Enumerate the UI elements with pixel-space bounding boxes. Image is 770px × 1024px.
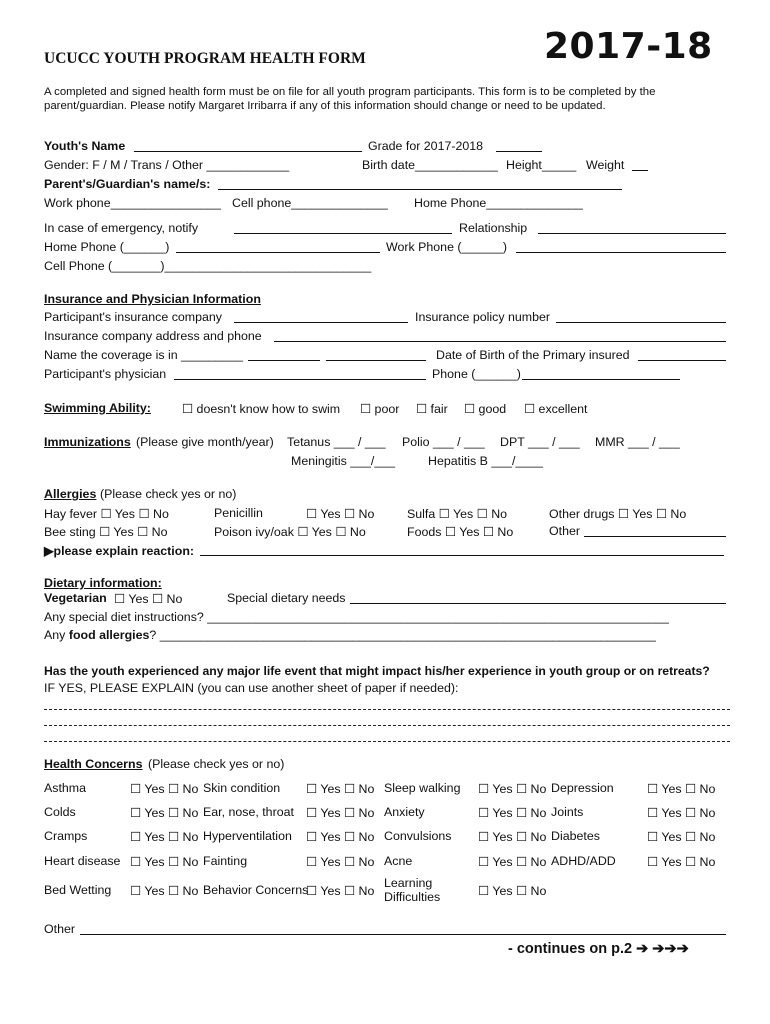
physician-phone-field[interactable]	[522, 367, 680, 380]
dietary-heading-row	[44, 576, 734, 592]
health-yes-no[interactable]: ☐ Yes ☐ No	[130, 782, 199, 796]
hepatitis-field[interactable]: Hepatitis B ___/____	[428, 454, 544, 468]
health-item: Hyperventilation	[203, 829, 292, 843]
health-item: Convulsions	[384, 829, 452, 843]
health-other-field[interactable]	[80, 922, 726, 935]
life-event-row	[44, 664, 734, 680]
physician-row	[44, 367, 734, 383]
youth-name-row	[44, 139, 734, 155]
food-allergies-bold: food allergies	[68, 628, 150, 642]
form-title: UCUCC YOUTH PROGRAM HEALTH FORM	[44, 50, 366, 67]
swim-option-poor[interactable]: ☐ poor	[360, 402, 400, 416]
health-item: Depression	[551, 781, 614, 795]
form-intro: A completed and signed health form must be on file for all youth program participants. This form is to be completed by the parent/guardian. Please notify Margaret Irribarra if any of this information should change or need to be updated.	[44, 86, 656, 112]
diet-instructions-row	[44, 610, 734, 626]
bee-sting-check[interactable]: Bee sting ☐ Yes ☐ No	[44, 525, 168, 539]
relationship-label: Relationship	[459, 221, 528, 235]
vegetarian-row	[44, 591, 734, 607]
life-event-question: Has the youth experienced any major life event that might impact his/her experience in youth group or on retreats?	[44, 664, 710, 678]
cell-phone-field[interactable]: Cell phone______________	[232, 196, 388, 210]
allergies-row-1	[44, 506, 734, 522]
allergies-row-2	[44, 524, 734, 540]
allergies-note: (Please check yes or no)	[100, 487, 237, 501]
insurance-company-row	[44, 310, 734, 326]
form-year: 2017-18	[544, 26, 713, 67]
insurance-company-field[interactable]	[234, 310, 408, 323]
health-item: Colds	[44, 805, 76, 819]
health-yes-no[interactable]: ☐ Yes ☐ No	[130, 806, 199, 820]
immunizations-row-2	[44, 454, 734, 470]
health-yes-no[interactable]: ☐ Yes ☐ No	[478, 884, 547, 898]
allergies-explain-row	[44, 543, 734, 559]
life-event-instruction-row	[44, 681, 734, 697]
policy-number-field[interactable]	[556, 310, 726, 323]
allergies-heading-row	[44, 487, 734, 503]
health-item: Heart disease	[44, 854, 121, 868]
health-other-label: Other	[44, 922, 75, 936]
health-item: Diabetes	[551, 829, 600, 843]
vegetarian-label: Vegetarian	[44, 591, 107, 605]
continues-text: - continues on p.2	[508, 941, 633, 957]
mmr-field[interactable]: MMR ___ / ___	[595, 435, 680, 449]
weight-field[interactable]	[632, 158, 648, 171]
special-needs-field[interactable]	[350, 591, 726, 604]
primary-dob-field[interactable]	[638, 348, 726, 361]
health-item: Fainting	[203, 854, 248, 868]
life-event-line-3[interactable]	[44, 740, 730, 742]
penicillin-label: Penicillin	[214, 506, 263, 520]
polio-field[interactable]: Polio ___ / ___	[402, 435, 485, 449]
health-yes-no[interactable]: ☐ Yes ☐ No	[306, 830, 375, 844]
youth-name-field[interactable]	[134, 139, 362, 152]
health-yes-no[interactable]: ☐ Yes ☐ No	[306, 806, 375, 820]
meningitis-field[interactable]: Meningitis ___/___	[291, 454, 396, 468]
health-yes-no[interactable]: ☐ Yes ☐ No	[478, 830, 547, 844]
health-yes-no[interactable]: ☐ Yes ☐ No	[647, 830, 716, 844]
insurance-address-label: Insurance company address and phone	[44, 329, 262, 343]
health-yes-no[interactable]: ☐ Yes ☐ No	[647, 806, 716, 820]
life-event-instruction: IF YES, PLEASE EXPLAIN (you can use another sheet of paper if needed):	[44, 681, 459, 695]
health-yes-no[interactable]: ☐ Yes ☐ No	[478, 855, 547, 869]
swim-option-good[interactable]: ☐ good	[464, 402, 507, 416]
health-note: (Please check yes or no)	[148, 757, 285, 771]
health-item: Learning Difficulties	[384, 876, 441, 904]
life-event-line-1[interactable]	[44, 708, 730, 710]
gender-label[interactable]: Gender: F / M / Trans / Other ____________	[44, 158, 290, 172]
health-yes-no[interactable]: ☐ Yes ☐ No	[130, 830, 199, 844]
swimming-heading: Swimming Ability:	[44, 401, 151, 415]
health-item: Anxiety	[384, 805, 425, 819]
allergies-heading: Allergies	[44, 487, 97, 501]
immunizations-heading: Immunizations	[44, 435, 131, 449]
other-allergy-label: Other	[549, 524, 580, 538]
insurance-heading: Insurance and Physician Information	[44, 292, 261, 306]
health-item: Asthma	[44, 781, 87, 795]
health-item: Joints	[551, 805, 584, 819]
health-item: Sleep walking	[384, 781, 461, 795]
explain-reaction-label: ▶please explain reaction:	[44, 544, 195, 558]
policy-number-label: Insurance policy number	[415, 310, 550, 324]
parent-field[interactable]	[218, 177, 622, 190]
emergency-cell-row	[44, 259, 734, 275]
parent-row	[44, 177, 734, 193]
special-needs-label: Special dietary needs	[227, 591, 346, 605]
immunizations-row	[44, 435, 734, 451]
health-item: Skin condition	[203, 781, 281, 795]
swim-option-fair[interactable]: ☐ fair	[416, 402, 448, 416]
health-item: Behavior Concerns	[203, 883, 309, 897]
emergency-home-phone-label: Home Phone (______)	[44, 240, 170, 254]
health-item: Ear, nose, throat	[203, 805, 294, 819]
work-phone-field[interactable]: Work phone________________	[44, 196, 221, 210]
health-item: Cramps	[44, 829, 88, 843]
coverage-label: Name the coverage is in _________	[44, 348, 244, 362]
other-allergy-field[interactable]	[584, 524, 726, 537]
continues-note	[508, 941, 689, 957]
food-allergies-field[interactable]	[44, 628, 656, 642]
gender-row	[44, 158, 734, 174]
insurance-address-field[interactable]	[274, 329, 726, 342]
arrow-right-icon: ➔ ➔➔➔	[636, 941, 689, 957]
hay-fever-check[interactable]: Hay fever ☐ Yes ☐ No	[44, 507, 169, 521]
sulfa-check[interactable]: Sulfa ☐ Yes ☐ No	[407, 507, 508, 521]
health-yes-no[interactable]: ☐ Yes ☐ No	[306, 855, 375, 869]
health-yes-no[interactable]: ☐ Yes ☐ No	[478, 806, 547, 820]
emergency-work-phone-field[interactable]	[516, 240, 726, 253]
emergency-notify-field[interactable]	[234, 221, 452, 234]
emergency-phone-row	[44, 240, 734, 256]
insurance-address-row	[44, 329, 734, 345]
emergency-cell-phone-field[interactable]: Cell Phone (_______)______________________________	[44, 259, 372, 273]
dpt-field[interactable]: DPT ___ / ___	[500, 435, 580, 449]
emergency-row	[44, 221, 734, 237]
food-allergies-prefix: Any	[44, 628, 66, 642]
foods-check[interactable]: Foods ☐ Yes ☐ No	[407, 525, 514, 539]
physician-phone-label: Phone (______)	[432, 367, 521, 381]
swim-option-excellent[interactable]: ☐ excellent	[524, 402, 588, 416]
home-phone-field[interactable]: Home Phone______________	[414, 196, 583, 210]
coverage-row	[44, 348, 734, 364]
other-drugs-check[interactable]: Other drugs ☐ Yes ☐ No	[549, 507, 687, 521]
grade-label: Grade for 2017-2018	[368, 139, 484, 153]
food-allergies-row	[44, 628, 734, 644]
health-heading: Health Concerns	[44, 757, 143, 771]
health-yes-no[interactable]: ☐ Yes ☐ No	[306, 884, 375, 898]
explain-reaction-field[interactable]	[200, 543, 724, 556]
tetanus-field[interactable]: Tetanus ___ / ___	[287, 435, 386, 449]
grade-field[interactable]	[496, 139, 542, 152]
health-heading-row	[44, 757, 734, 773]
emergency-work-phone-label: Work Phone (______)	[386, 240, 507, 254]
health-yes-no[interactable]: ☐ Yes ☐ No	[647, 782, 716, 796]
penicillin-check[interactable]: ☐ Yes ☐ No	[306, 507, 375, 521]
insurance-heading-row	[44, 292, 734, 308]
immunizations-note: (Please give month/year)	[136, 435, 274, 449]
dietary-heading: Dietary information:	[44, 576, 162, 590]
health-other-row	[44, 922, 734, 938]
health-yes-no[interactable]: ☐ Yes ☐ No	[478, 782, 547, 796]
emergency-home-phone-field[interactable]	[176, 240, 380, 253]
life-event-line-2[interactable]	[44, 724, 730, 726]
weight-label: Weight	[586, 158, 625, 172]
parent-label: Parent's/Guardian's name/s:	[44, 177, 211, 191]
diet-instructions-field[interactable]: Any special diet instructions? ___________________________________________________________________	[44, 610, 669, 624]
physician-label: Participant's physician	[44, 367, 167, 381]
primary-dob-label: Date of Birth of the Primary insured	[436, 348, 630, 362]
phones-row	[44, 196, 734, 212]
health-yes-no[interactable]: ☐ Yes ☐ No	[306, 782, 375, 796]
health-item: Acne	[384, 854, 413, 868]
emergency-notify-label: In case of emergency, notify	[44, 221, 199, 235]
swimming-row	[44, 401, 734, 417]
physician-field[interactable]	[174, 367, 426, 380]
coverage-field-1[interactable]	[248, 348, 320, 361]
food-allergies-suffix: ? ________________________________________________________________________	[149, 628, 656, 642]
birth-date-field[interactable]: Birth date____________	[362, 158, 498, 172]
youth-name-label: Youth's Name	[44, 139, 126, 153]
insurance-company-label: Participant's insurance company	[44, 310, 222, 324]
poison-ivy-check[interactable]: Poison ivy/oak ☐ Yes ☐ No	[214, 525, 366, 539]
health-yes-no[interactable]: ☐ Yes ☐ No	[130, 855, 199, 869]
health-item: ADHD/ADD	[551, 854, 616, 868]
swim-option-none[interactable]: ☐ doesn't know how to swim	[182, 402, 341, 416]
coverage-field-2[interactable]	[326, 348, 426, 361]
height-field[interactable]: Height_____	[506, 158, 577, 172]
vegetarian-check[interactable]: ☐ Yes ☐ No	[114, 592, 183, 606]
relationship-field[interactable]	[538, 221, 726, 234]
health-yes-no[interactable]: ☐ Yes ☐ No	[647, 855, 716, 869]
health-item: Bed Wetting	[44, 883, 112, 897]
health-yes-no[interactable]: ☐ Yes ☐ No	[130, 884, 199, 898]
